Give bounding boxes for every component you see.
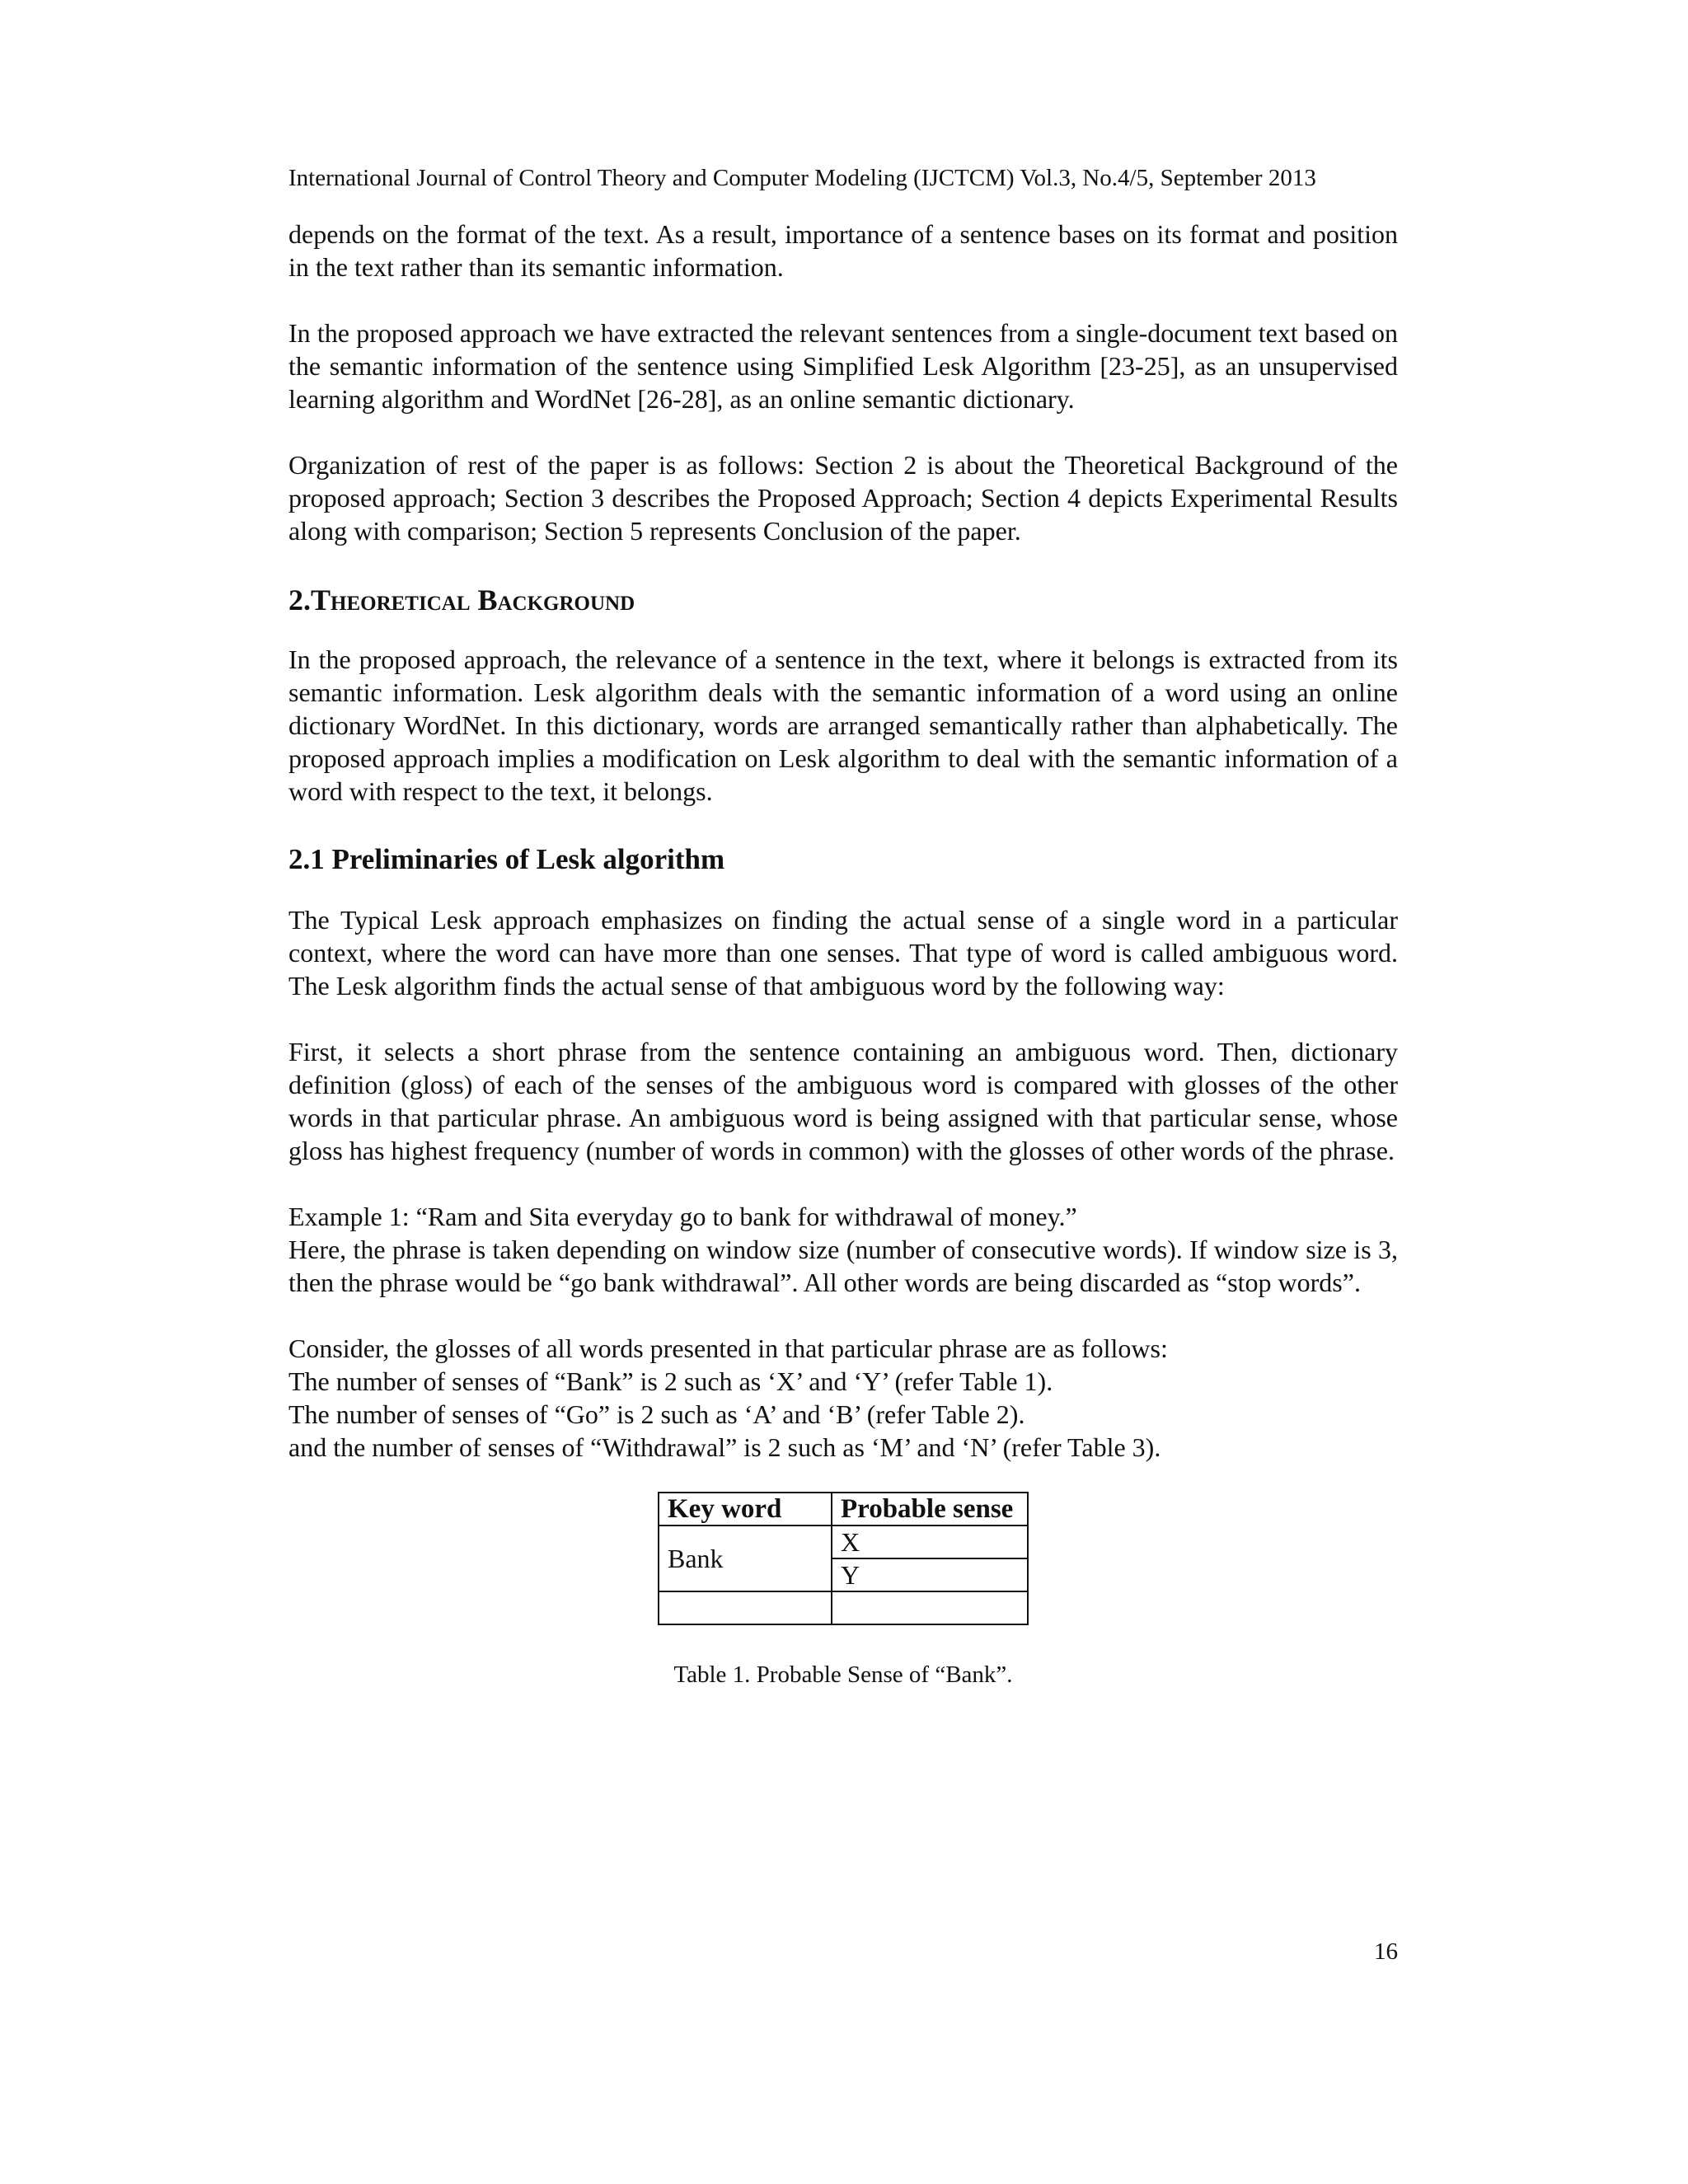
paragraph-lesk-steps: First, it selects a short phrase from the sentence containing an ambiguous word. Then, dictionary definition (gloss) of each of the senses of the ambiguous word is compared with glosses of the other words in that particular phrase. An ambiguous word is being assigned with that particular sense, whose gloss has highest frequency (number of words in common) with the glosses of other words of the phrase. — [288, 1037, 1398, 1165]
table-header-keyword: Key word — [659, 1493, 832, 1526]
paragraph-example-1: Here, the phrase is taken depending on window size (number of consecutive words). If window size is 3, then the phrase would be “go bank withdrawal”. All other words are being discarded as “stop words”. — [288, 1235, 1398, 1297]
table-cell-keyword: Bank — [659, 1526, 832, 1591]
paragraph-organization: Organization of rest of the paper is as follows: Section 2 is about the Theoretical Background of the proposed approach; Section 3 describes the Proposed Approach; Section 4 depicts Experimental Results along with comparison; Section 5 represents Conclusion of the paper. — [288, 450, 1398, 546]
table-1 — [658, 1492, 1029, 1625]
consider-line-2: The number of senses of “Bank” is 2 such as ‘X’ and ‘Y’ (refer Table 1). — [288, 1366, 1053, 1396]
table-row-empty — [659, 1591, 1028, 1624]
table-1-caption: Table 1. Probable Sense of “Bank”. — [673, 1661, 1013, 1688]
paragraph-proposed-approach: In the proposed approach we have extracted the relevant sentences from a single-document text based on the semantic information of the sentence using Simplified Lesk Algorithm [23-25], as an unsupervised learning algorithm and WordNet [26-28], as an online semantic dictionary. — [288, 318, 1398, 414]
table-row — [659, 1526, 1028, 1558]
paragraph-section-2: In the proposed approach, the relevance of a sentence in the text, where it belongs is extracted from its semantic information. Lesk algorithm deals with the semantic information of a word using an online dictionary WordNet. In this dictionary, words are arranged semantically rather than alphabetically. The proposed approach implies a modification on Lesk algorithm to deal with the semantic information of a word with respect to the text, it belongs. — [288, 644, 1398, 806]
main-content — [288, 218, 1398, 1691]
table-1-wrapper — [658, 1492, 1029, 1625]
paragraph-intro-continued: depends on the format of the text. As a result, importance of a sentence bases on its format and position in the text rather than its semantic information. — [288, 219, 1398, 282]
paragraph-typical-lesk: The Typical Lesk approach emphasizes on finding the actual sense of a single word in a particular context, where the word can have more than one senses. That type of word is called ambiguous word. The Lesk algorithm finds the actual sense of that ambiguous word by the following way: — [288, 905, 1398, 1001]
table-cell-sense-2: Y — [832, 1558, 1028, 1591]
example-1-line: Example 1: “Ram and Sita everyday go to bank for withdrawal of money.” — [288, 1202, 1077, 1231]
table-cell-empty — [659, 1591, 832, 1624]
consider-line-4: and the number of senses of “Withdrawal” is 2 such as ‘M’ and ‘N’ (refer Table 3). — [288, 1432, 1161, 1462]
table-cell-empty — [832, 1591, 1028, 1624]
consider-line-3: The number of senses of “Go” is 2 such as ‘A’ and ‘B’ (refer Table 2). — [288, 1399, 1025, 1429]
table-header-sense: Probable sense — [832, 1493, 1028, 1526]
section-2-heading: 2.Theoretical Background — [288, 583, 635, 616]
table-header-row — [659, 1493, 1028, 1526]
table-cell-sense-1: X — [832, 1526, 1028, 1558]
running-header: International Journal of Control Theory and Computer Modeling (IJCTCM) Vol.3, No.4/5, September 2013 — [288, 165, 1316, 191]
subsection-2-1-heading: 2.1 Preliminaries of Lesk algorithm — [288, 843, 725, 875]
consider-line-1: Consider, the glosses of all words presented in that particular phrase are as follows: — [288, 1333, 1168, 1363]
page-number: 16 — [1374, 1938, 1398, 1965]
